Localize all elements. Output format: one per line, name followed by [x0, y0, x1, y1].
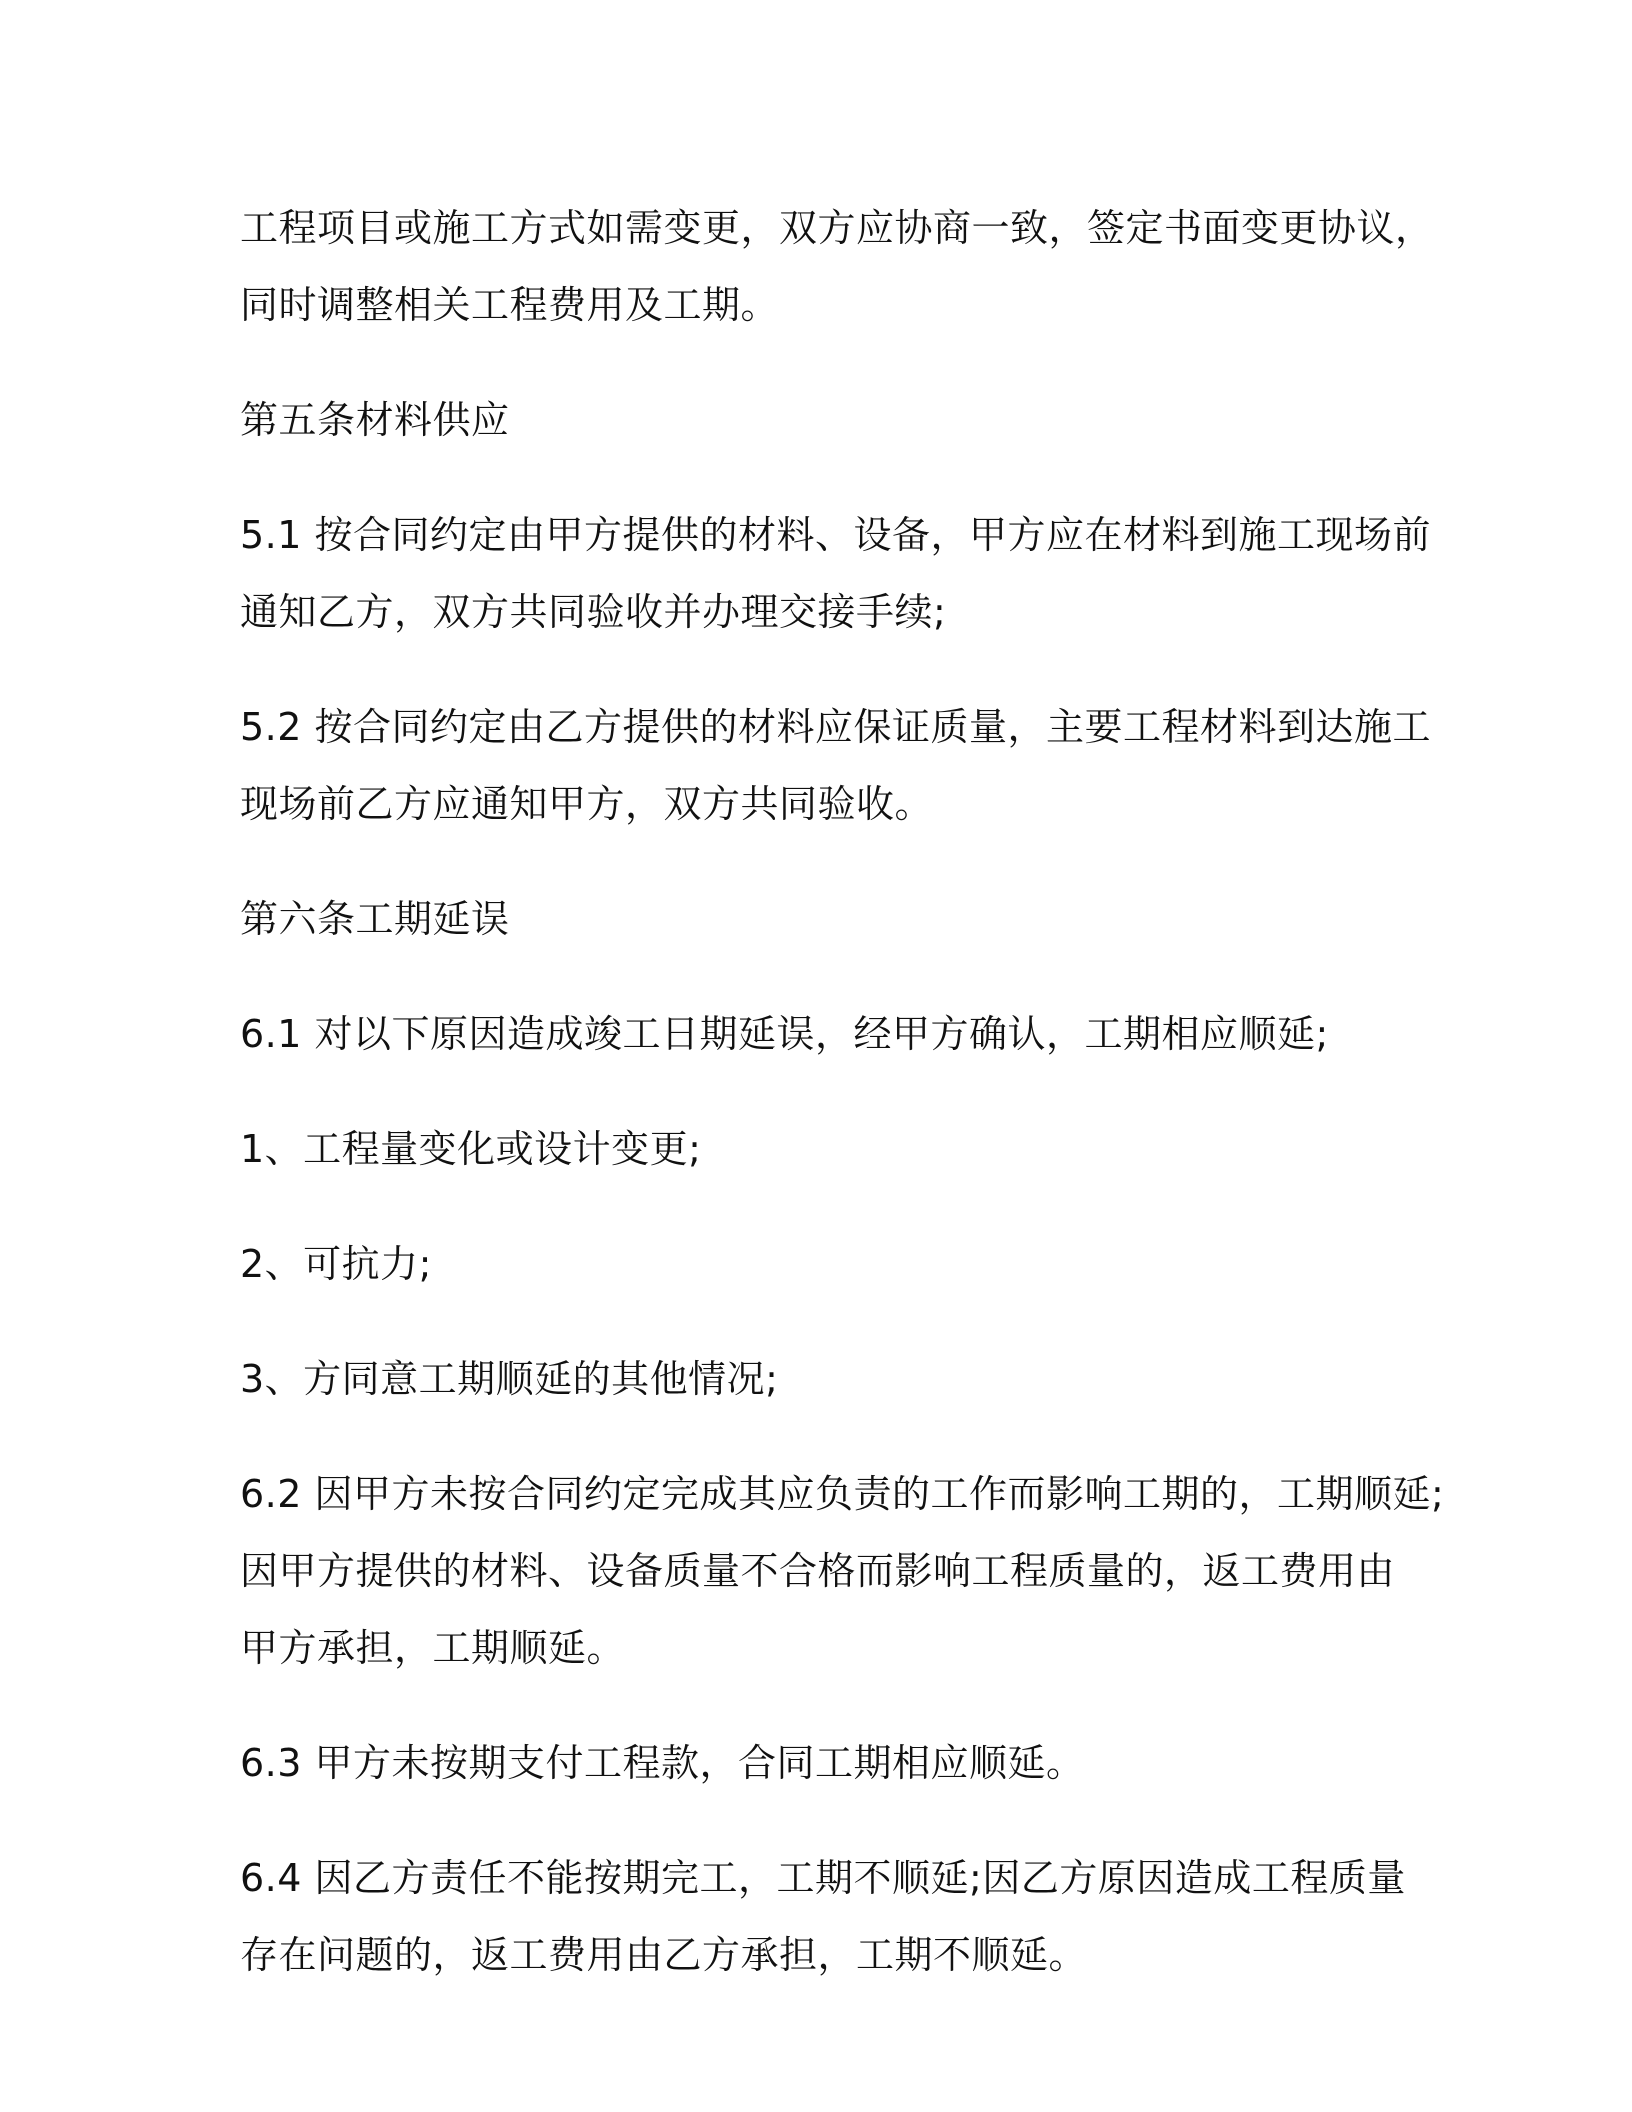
list-item-2: [240, 1226, 1440, 1303]
paragraph-5-2: [240, 689, 1440, 843]
text-line: 5.1 按合同约定由甲方提供的材料、设备，甲方应在材料到施工现场前: [240, 513, 1432, 557]
text-line: 1、工程量变化或设计变更;: [240, 1127, 702, 1171]
heading-article-5: [240, 382, 1440, 459]
paragraph-6-4: [240, 1840, 1440, 1994]
text-line: 6.4 因乙方责任不能按期完工，工期不顺延;因乙方原因造成工程质量: [240, 1856, 1406, 1900]
text-line: 5.2 按合同约定由乙方提供的材料应保证质量，主要工程材料到达施工: [240, 705, 1432, 749]
text-line: 现场前乙方应通知甲方，双方共同验收。: [240, 782, 934, 826]
text-line: 6.3 甲方未按期支付工程款，合同工期相应顺延。: [240, 1741, 1085, 1785]
paragraph-5-1: [240, 497, 1440, 651]
text-line: 同时调整相关工程费用及工期。: [240, 283, 780, 327]
text-line: 6.2 因甲方未按合同约定完成其应负责的工作而影响工期的，工期顺延;: [240, 1472, 1445, 1516]
text-line: 通知乙方，双方共同验收并办理交接手续;: [240, 590, 947, 634]
text-line: 6.1 对以下原因造成竣工日期延误，经甲方确认，工期相应顺延;: [240, 1012, 1329, 1056]
paragraph-6-1: [240, 996, 1440, 1073]
list-item-1: [240, 1111, 1440, 1188]
text-line: 2、可抗力;: [240, 1242, 432, 1286]
text-line: 工程项目或施工方式如需变更，双方应协商一致，签定书面变更协议，: [240, 206, 1434, 250]
text-line: 第五条材料供应: [240, 398, 510, 442]
text-line: 3、方同意工期顺延的其他情况;: [240, 1357, 779, 1401]
text-line: 第六条工期延误: [240, 897, 510, 941]
text-line: 存在问题的，返工费用由乙方承担，工期不顺延。: [240, 1933, 1088, 1977]
paragraph-6-3: [240, 1725, 1440, 1802]
document-body: [240, 190, 1445, 2032]
heading-article-6: [240, 881, 1440, 958]
text-line: 因甲方提供的材料、设备质量不合格而影响工程质量的，返工费用由: [240, 1549, 1396, 1593]
text-line: 甲方承担，工期顺延。: [240, 1626, 626, 1670]
list-item-3: [240, 1341, 1440, 1418]
paragraph-6-2: [240, 1456, 1445, 1687]
paragraph-change-agreement: [240, 190, 1440, 344]
